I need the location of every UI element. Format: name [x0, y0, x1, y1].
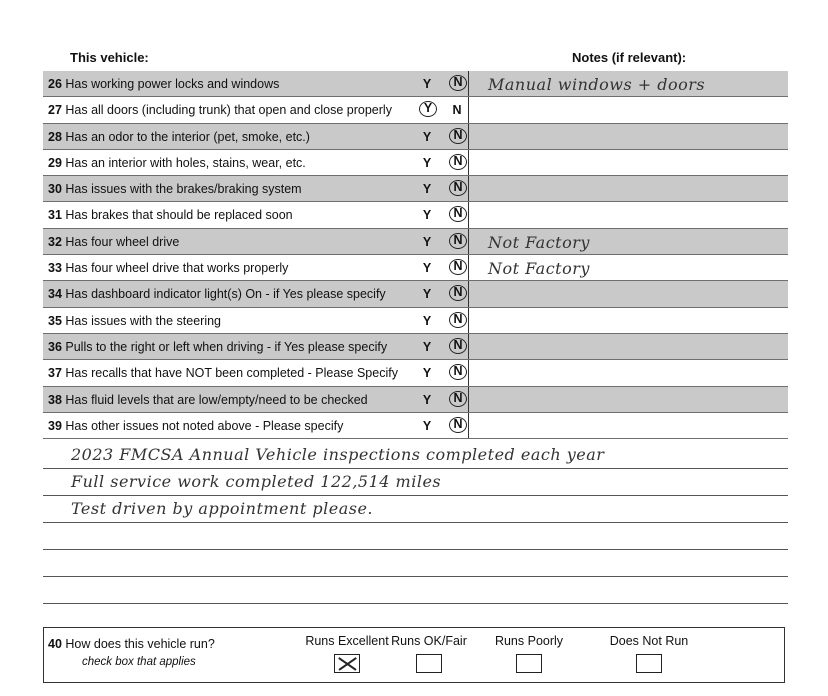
- question-row-30: [43, 176, 788, 202]
- question-number: 30: [48, 182, 62, 197]
- question-text: [48, 287, 386, 301]
- answer-yes[interactable]: Y: [422, 313, 432, 328]
- answer-no[interactable]: N: [449, 180, 467, 196]
- answer-no[interactable]: N: [449, 285, 467, 301]
- answer-yes[interactable]: Y: [422, 129, 432, 144]
- question-row-31: [43, 202, 788, 228]
- question-number: 37: [48, 366, 62, 381]
- question-label: Has issues with the brakes/braking system: [61, 182, 302, 197]
- column-divider: [468, 150, 469, 175]
- question-label: Has an interior with holes, stains, wear, etc.: [61, 155, 306, 170]
- question-number: 34: [48, 287, 62, 302]
- question-text: [48, 130, 310, 144]
- answer-no[interactable]: N: [452, 103, 462, 118]
- question-number: 28: [48, 129, 62, 144]
- run-option: [494, 634, 564, 673]
- question-list: [43, 71, 788, 439]
- run-option-checkbox[interactable]: [636, 654, 662, 673]
- note-line[interactable]: [43, 469, 788, 496]
- question-row-38: [43, 387, 788, 413]
- question-row-36: [43, 334, 788, 360]
- question-text: [48, 366, 398, 380]
- column-divider: [468, 387, 469, 412]
- column-divider: [468, 413, 469, 438]
- question-number: 39: [48, 418, 62, 433]
- run-option-label: Runs OK/Fair: [391, 634, 467, 648]
- question-row-32: [43, 229, 788, 255]
- question-number: 32: [48, 234, 62, 249]
- column-divider: [468, 360, 469, 385]
- question-text: [48, 235, 179, 249]
- column-divider: [468, 281, 469, 306]
- notes-header: Notes (if relevant):: [572, 50, 687, 65]
- run-option-label: Does Not Run: [609, 634, 689, 648]
- question-text: [48, 208, 293, 222]
- question-label: Has other issues not noted above - Please specify: [61, 418, 344, 433]
- question-number: 33: [48, 261, 62, 276]
- answer-yes[interactable]: Y: [422, 234, 432, 249]
- answer-yes[interactable]: Y: [422, 418, 432, 433]
- note-line[interactable]: [43, 550, 788, 577]
- question-text: [48, 261, 288, 275]
- run-option-checkbox[interactable]: [516, 654, 542, 673]
- question-label: Pulls to the right or left when driving - if Yes please specify: [61, 339, 388, 354]
- question-number: 31: [48, 208, 62, 223]
- question-label: Has all doors (including trunk) that open and close properly: [61, 103, 392, 118]
- question-text: [48, 393, 368, 407]
- question-label: Has fluid levels that are low/empty/need to be checked: [61, 392, 368, 407]
- handwritten-text: Test driven by appointment please.: [71, 499, 373, 518]
- section-title: This vehicle:: [70, 50, 149, 65]
- question-row-29: [43, 150, 788, 176]
- run-option-checkbox[interactable]: [334, 654, 360, 673]
- run-option: [379, 634, 479, 673]
- run-option-label: Runs Excellent: [305, 634, 389, 648]
- answer-no[interactable]: N: [449, 338, 467, 354]
- answer-yes[interactable]: Y: [422, 339, 432, 354]
- column-divider: [468, 229, 469, 254]
- question-number: 26: [48, 77, 62, 91]
- column-divider: [468, 255, 469, 280]
- run-option-label: Runs Poorly: [494, 634, 564, 648]
- question-text: [48, 77, 279, 91]
- question-row-27: [43, 97, 788, 123]
- answer-no[interactable]: N: [449, 364, 467, 380]
- column-divider: [468, 176, 469, 201]
- question-40-text: 40 How does this vehicle run?: [48, 637, 215, 651]
- question-row-35: [43, 308, 788, 334]
- question-label: Has working power locks and windows: [61, 77, 280, 91]
- answer-yes[interactable]: Y: [422, 366, 432, 381]
- question-row-39: [43, 413, 788, 439]
- column-divider: [468, 202, 469, 227]
- column-divider: [468, 334, 469, 359]
- column-divider: [468, 97, 469, 122]
- answer-no[interactable]: N: [449, 259, 467, 275]
- question-row-33: [43, 255, 788, 281]
- run-option-checkbox[interactable]: [416, 654, 442, 673]
- question-text: [48, 314, 221, 328]
- note-field[interactable]: Manual windows + doors: [488, 75, 706, 94]
- answer-no[interactable]: N: [449, 233, 467, 249]
- column-divider: [468, 124, 469, 149]
- question-number: 27: [48, 103, 62, 118]
- question-row-26: [43, 71, 788, 97]
- answer-no[interactable]: N: [449, 391, 467, 407]
- answer-yes[interactable]: Y: [422, 261, 432, 276]
- question-number: 36: [48, 339, 62, 354]
- question-text: [48, 182, 302, 196]
- answer-yes[interactable]: Y: [422, 208, 432, 223]
- handwritten-text: 2023 FMCSA Annual Vehicle inspections completed each year: [71, 445, 605, 464]
- handwritten-text: Full service work completed 122,514 miles: [71, 472, 442, 491]
- note-line[interactable]: [43, 523, 788, 550]
- note-field[interactable]: Not Factory: [488, 232, 590, 252]
- question-row-37: [43, 360, 788, 386]
- answer-yes[interactable]: Y: [422, 155, 432, 170]
- answer-yes[interactable]: Y: [422, 287, 432, 302]
- question-40-box: [43, 627, 785, 683]
- question-label: Has brakes that should be replaced soon: [61, 208, 293, 223]
- question-text: [48, 340, 387, 354]
- answer-yes[interactable]: Y: [422, 392, 432, 407]
- answer-no[interactable]: N: [449, 206, 467, 222]
- question-number: 38: [48, 392, 62, 407]
- run-option: [604, 634, 694, 673]
- note-field[interactable]: Not Factory: [488, 259, 590, 279]
- question-row-28: [43, 124, 788, 150]
- question-number: 29: [48, 155, 62, 170]
- column-divider: [468, 308, 469, 333]
- answer-yes[interactable]: Y: [422, 182, 432, 197]
- question-text: [48, 419, 343, 433]
- note-line[interactable]: [43, 442, 788, 469]
- answer-no[interactable]: N: [449, 75, 467, 91]
- question-label: Has recalls that have NOT been completed - Please Specify: [61, 366, 398, 381]
- question-text: [48, 103, 392, 117]
- question-row-34: [43, 281, 788, 307]
- question-label: Has an odor to the interior (pet, smoke, etc.): [61, 129, 310, 144]
- answer-no[interactable]: N: [449, 417, 467, 433]
- question-label: Has issues with the steering: [61, 313, 222, 328]
- question-text: [48, 156, 306, 170]
- question-number: 35: [48, 313, 62, 328]
- note-line[interactable]: [43, 496, 788, 523]
- answer-no[interactable]: N: [449, 312, 467, 328]
- note-line[interactable]: [43, 577, 788, 604]
- answer-no[interactable]: N: [449, 128, 467, 144]
- question-label: Has dashboard indicator light(s) On - if Yes please specify: [61, 287, 386, 302]
- answer-yes[interactable]: Y: [419, 101, 437, 117]
- handwritten-notes: [43, 442, 788, 604]
- question-label: Has four wheel drive: [61, 234, 180, 249]
- answer-no[interactable]: N: [449, 154, 467, 170]
- answer-yes[interactable]: Y: [422, 77, 432, 91]
- question-40-instruction: check box that applies: [82, 656, 196, 668]
- column-divider: [468, 71, 469, 96]
- question-label: Has four wheel drive that works properly: [61, 261, 289, 276]
